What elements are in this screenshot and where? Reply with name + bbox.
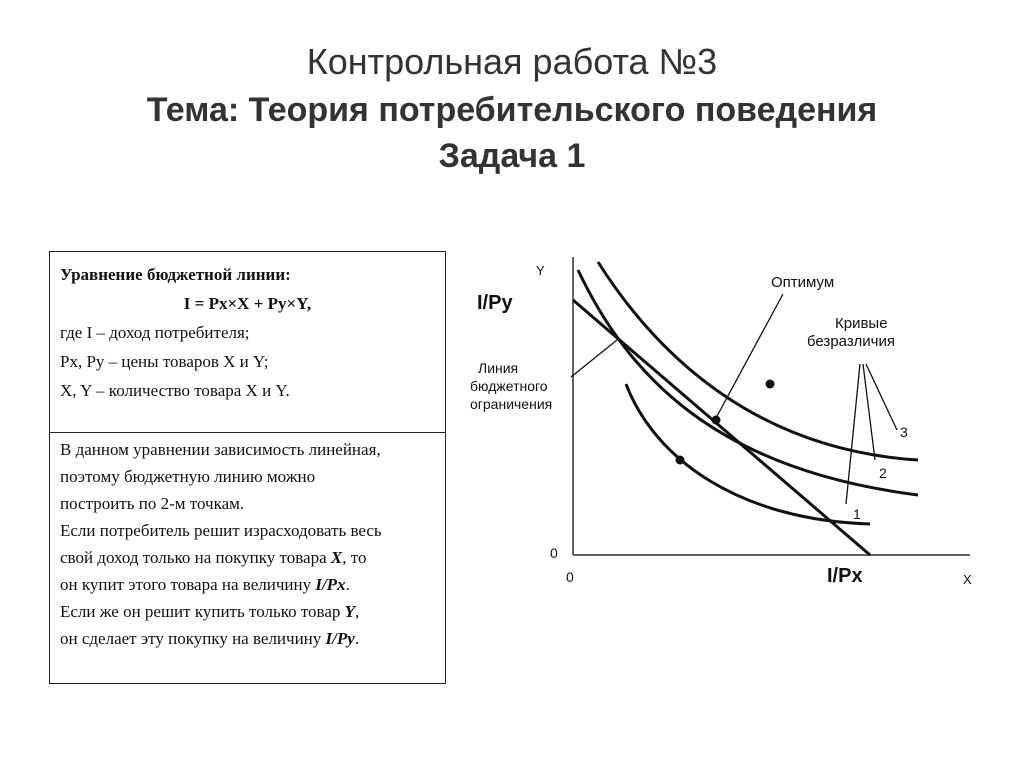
var-y: Y — [344, 602, 356, 621]
budget-formula: I = Px×X + Py×Y, — [183, 294, 312, 313]
optimum-point — [712, 416, 721, 425]
text-fragment: , то — [342, 548, 367, 567]
text-fragment: , — [355, 602, 360, 621]
var-i-px: I/Px — [315, 575, 346, 594]
curve-number-2: 2 — [879, 465, 887, 481]
definition-section — [50, 252, 445, 433]
y-intercept-label: I/Py — [477, 292, 513, 314]
y-axis-label: Y — [536, 263, 545, 278]
curves-label-line: Кривые — [835, 315, 888, 332]
explanation-section — [50, 433, 445, 652]
definition-line: X, Y – количество товара X и Y. — [60, 381, 290, 400]
text-fragment: он сделает эту покупку на величину — [60, 629, 326, 648]
slide-header — [0, 38, 1024, 179]
slide-topic: Тема: Теория потребительского поведения — [146, 90, 878, 129]
curves-label-line: безразличия — [807, 333, 895, 350]
var-x: X — [330, 548, 343, 567]
curve-point-1 — [676, 456, 685, 465]
explanation-line: Если потребитель решит израсходовать весь — [60, 521, 382, 540]
curve-point-3 — [766, 380, 775, 389]
indifference-diagram — [440, 240, 1000, 600]
slide-task: Задача 1 — [438, 137, 586, 176]
explanation-line — [60, 625, 435, 652]
x-axis-label: X — [963, 572, 972, 587]
origin-label-x: 0 — [566, 569, 574, 585]
var-i-py: I/Py — [325, 629, 355, 648]
text-fragment: . — [354, 629, 360, 648]
curves-label — [807, 315, 895, 350]
budget-label-line: ограничения — [470, 396, 553, 412]
budget-line-label — [470, 360, 552, 412]
curve-number-1: 1 — [853, 506, 861, 522]
explanation-line — [60, 571, 435, 598]
task-text-box — [49, 251, 446, 684]
optimum-leader — [716, 294, 783, 418]
text-fragment: Если же он решит купить только товар — [60, 602, 345, 621]
explanation-line: поэтому бюджетную линию можно — [60, 467, 316, 486]
explanation-line — [60, 544, 435, 571]
x-intercept-label: I/Px — [827, 565, 863, 587]
explanation-line — [60, 598, 435, 625]
definition-line: где I – доход потребителя; — [60, 323, 250, 342]
explanation-line: В данном уравнении зависимость линейная, — [60, 440, 381, 459]
indifference-curve-1 — [626, 384, 870, 524]
optimum-label: Оптимум — [771, 274, 835, 291]
budget-label-line: Линия — [478, 360, 519, 376]
explanation-line: построить по 2-м точкам. — [60, 494, 245, 513]
text-fragment: свой доход только на покупку товара — [60, 548, 331, 567]
origin-label-y: 0 — [550, 545, 558, 561]
slide-title: Контрольная работа №3 — [306, 41, 718, 82]
definition-heading: Уравнение бюджетной линии: — [60, 265, 291, 284]
definition-line: Px, Py – цены товаров X и Y; — [60, 352, 269, 371]
curve-number-3: 3 — [900, 424, 908, 440]
budget-label-line: бюджетного — [470, 378, 548, 394]
text-fragment: . — [345, 575, 350, 594]
budget-label-leader — [571, 340, 617, 377]
text-fragment: он купит этого товара на величину — [60, 575, 316, 594]
